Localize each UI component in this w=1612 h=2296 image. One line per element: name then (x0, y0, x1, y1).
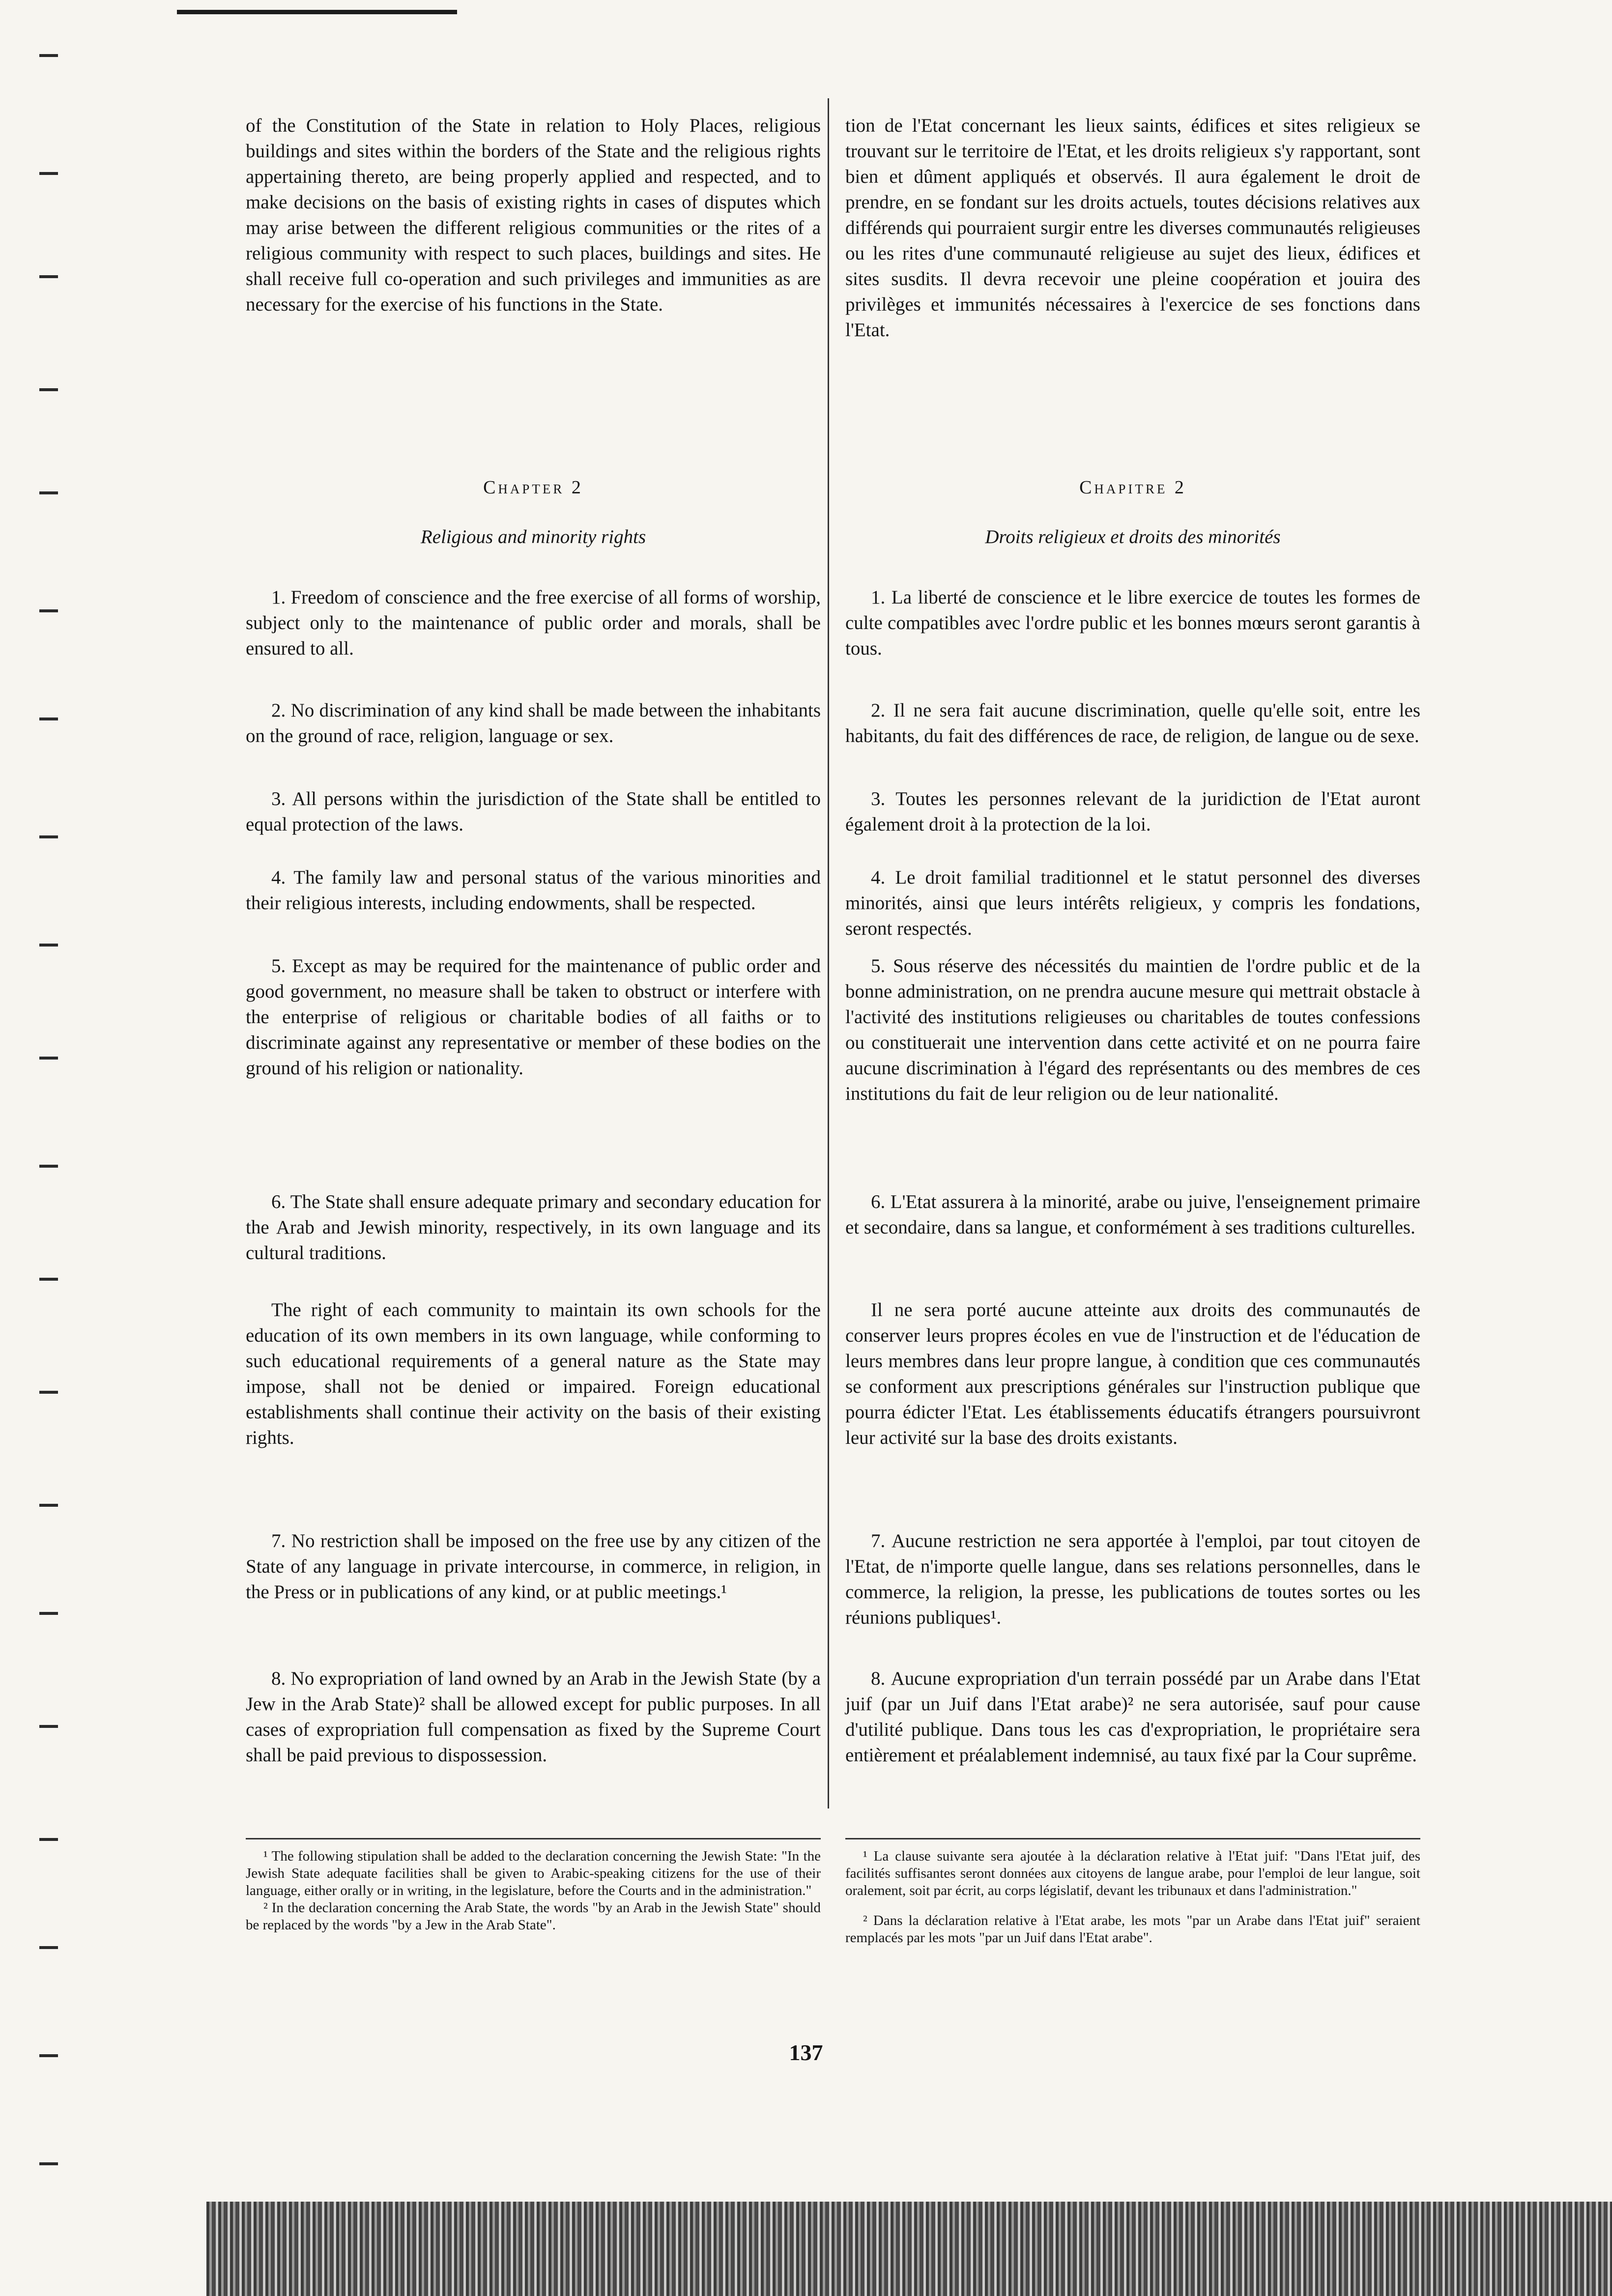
paragraph-1: 1. La liberté de conscience et le libre exercice de toutes les formes de culte compatibles avec l'ordre public et les bonnes mœurs seront garantis à tous. (845, 587, 1420, 659)
margin-mark (39, 491, 58, 494)
margin-mark (39, 275, 58, 278)
footnote-rule (246, 1838, 821, 1839)
margin-mark (39, 1612, 58, 1615)
chapter-title: Religious and minority rights (420, 526, 646, 547)
footnote-1: ¹ La clause suivante sera ajoutée à la déclaration relative à l'Etat juif: "Dans l'Etat juif, des facilités suffisantes seront données aux citoyens de langue arabe, pour l'emploi de leur langue, soit oralement, soit par écrit, au corps législatif, devant les tribunaux et dans l'administration." (845, 1848, 1420, 1898)
page-number: 137 (789, 2040, 823, 2065)
french-footnotes (845, 1848, 1420, 1947)
footnote-2: ² Dans la déclaration relative à l'Etat arabe, les mots "par un Arabe dans l'Etat juif" seraient remplacés par les mots "par un Juif dans l'Etat arabe". (845, 1913, 1420, 1946)
paragraph-3: 3. All persons within the jurisdiction of the State shall be entitled to equal protection of the laws. (246, 788, 821, 835)
paragraph-4: 4. Le droit familial traditionnel et le statut personnel des diverses minorités, ainsi que leurs intérêts religieux, y compris les fondations, seront respectés. (845, 867, 1420, 939)
chapter-heading: Chapitre 2 (1079, 477, 1186, 498)
paragraph-5: 5. Sous réserve des nécessités du maintien de l'ordre public et de la bonne administration, on ne prendra aucune mesure qui mettrait obstacle à l'activité des institutions religieuses ou charitables de toutes confessions ou constituerait une intervention dans cette activité et on ne pourra faire aucune discrimination à l'égard des représentants ou des membres de ces institutions du fait de leur religion ou de leur nationalité. (845, 955, 1420, 1104)
margin-mark (39, 1165, 58, 1168)
margin-mark (39, 2162, 58, 2165)
paragraph-2: 2. Il ne sera fait aucune discrimination, quelle qu'elle soit, entre les habitants, du fait des différences de race, de religion, de langue ou de sexe. (845, 700, 1420, 746)
column-divider (828, 98, 829, 1808)
continued-paragraph: tion de l'Etat concernant les lieux saints, édifices et sites religieux se trouvant sur le territoire de l'Etat, et les droits religieux s'y rapportant, sont bien et dûment appliqués et observés. Il aura également le droit de prendre, en se fondant sur les droits actuels, toutes décisions relatives aux différends qui pourraient surgir entre les diverses communautés religieuses ou les rites d'une communauté religieuse au sujet des lieux, édifices et sites susdits. Il devra recevoir une pleine coopération et jouira des privilèges et immunités nécessaires à l'exercice de ses fonctions dans l'Etat. (845, 115, 1420, 341)
paragraph-2: 2. No discrimination of any kind shall be made between the inhabitants on the ground of race, religion, language or sex. (246, 700, 821, 746)
margin-mark (39, 1838, 58, 1841)
paragraph-8: 8. No expropriation of land owned by an Arab in the Jewish State (by a Jew in the Arab State)² shall be allowed except for public purposes. In all cases of expropriation full compensation as fixed by the Supreme Court shall be paid previous to dispossession. (246, 1668, 821, 1766)
paragraph-1: 1. Freedom of conscience and the free exercise of all forms of worship, subject only to the maintenance of public order and morals, shall be ensured to all. (246, 587, 821, 659)
paragraph-6b: The right of each community to maintain its own schools for the education of its own members in its own language, while conforming to such educational requirements of a general nature as the State may impose, shall not be denied or impaired. Foreign educational establishments shall continue their activity on the basis of their existing rights. (246, 1299, 821, 1448)
paragraph-7: 7. Aucune restriction ne sera apportée à l'emploi, par tout citoyen de l'Etat, de n'importe quelle langue, dans ses relations personnelles, dans le commerce, la religion, la presse, les publications de toutes sortes ou les réunions publiques¹. (845, 1530, 1420, 1628)
paragraph-5: 5. Except as may be required for the maintenance of public order and good government, no measure shall be taken to obstruct or interfere with the enterprise of religious or charitable bodies of all faiths or to discriminate against any representative or member of these bodies on the ground of his religion or nationality. (246, 955, 821, 1079)
paragraph-8: 8. Aucune expropriation d'un terrain possédé par un Arabe dans l'Etat juif (par un Juif dans l'Etat arabe)² ne sera autorisée, sauf pour cause d'utilité publique. Dans tous les cas d'expropriation, le propriétaire sera entièrement et préalablement indemnisé, au taux fixé par la Cour suprême. (845, 1668, 1420, 1766)
margin-mark (39, 944, 58, 947)
margin-mark (39, 54, 58, 57)
paragraph-3: 3. Toutes les personnes relevant de la juridiction de l'Etat auront également droit à la protection de la loi. (845, 788, 1420, 835)
margin-mark (39, 1278, 58, 1281)
paragraph-6: 6. The State shall ensure adequate primary and secondary education for the Arab and Jewish minority, respectively, in its own language and its cultural traditions. (246, 1191, 821, 1263)
margin-mark (39, 1057, 58, 1060)
margin-mark (39, 609, 58, 612)
chapter-heading: Chapter 2 (483, 477, 583, 498)
footnote-rule (845, 1838, 1420, 1839)
scan-noise-band (206, 2202, 1612, 2296)
margin-mark (39, 1504, 58, 1507)
margin-mark (39, 1725, 58, 1728)
english-footnotes (246, 1848, 821, 1934)
paragraph-4: 4. The family law and personal status of the various minorities and their religious interests, including endowments, shall be respected. (246, 867, 821, 914)
paragraph-6b: Il ne sera porté aucune atteinte aux droits des communautés de conserver leurs propres écoles en vue de l'instruction et de l'éducation de leurs membres dans leur propre langue, à condition que ces communautés se conforment aux prescriptions générales sur l'instruction publique que pourra édicter l'Etat. Les établissements éducatifs étrangers poursuivront leur activité sur la base des droits existants. (845, 1299, 1420, 1448)
chapter-title: Droits religieux et droits des minorités (985, 526, 1281, 547)
paragraph-7: 7. No restriction shall be imposed on the free use by any citizen of the State of any language in private intercourse, in commerce, in religion, in the Press or in publications of any kind, or at public meetings.¹ (246, 1530, 821, 1603)
top-edge-rule (177, 10, 457, 14)
margin-mark (39, 1391, 58, 1394)
margin-mark (39, 388, 58, 391)
continued-paragraph: of the Constitution of the State in relation to Holy Places, religious buildings and sites within the borders of the State and the religious rights appertaining thereto, are being properly applied and respected, and to make decisions on the basis of existing rights in cases of disputes which may arise between the different religious communities or the rites of a religious community with respect to such places, buildings and sites. He shall receive full co-operation and such privileges and immunities as are necessary for the exercise of his functions in the State. (246, 115, 821, 315)
paragraph-6: 6. L'Etat assurera à la minorité, arabe ou juive, l'enseignement primaire et secondaire, dans sa langue, et conformément à ses traditions culturelles. (845, 1191, 1420, 1238)
footnote-2: ² In the declaration concerning the Arab State, the words "by an Arab in the Jewish State" should be replaced by the words "by a Jew in the Arab State". (246, 1900, 821, 1933)
margin-mark (39, 718, 58, 720)
margin-mark (39, 835, 58, 838)
footnote-1: ¹ The following stipulation shall be added to the declaration concerning the Jewish State: "In the Jewish State adequate facilities shall be given to Arabic-speaking citizens for the use of their language, either orally or in writing, in the legislature, before the Courts and in the administration." (246, 1848, 821, 1898)
margin-mark (39, 1946, 58, 1949)
margin-mark (39, 172, 58, 175)
